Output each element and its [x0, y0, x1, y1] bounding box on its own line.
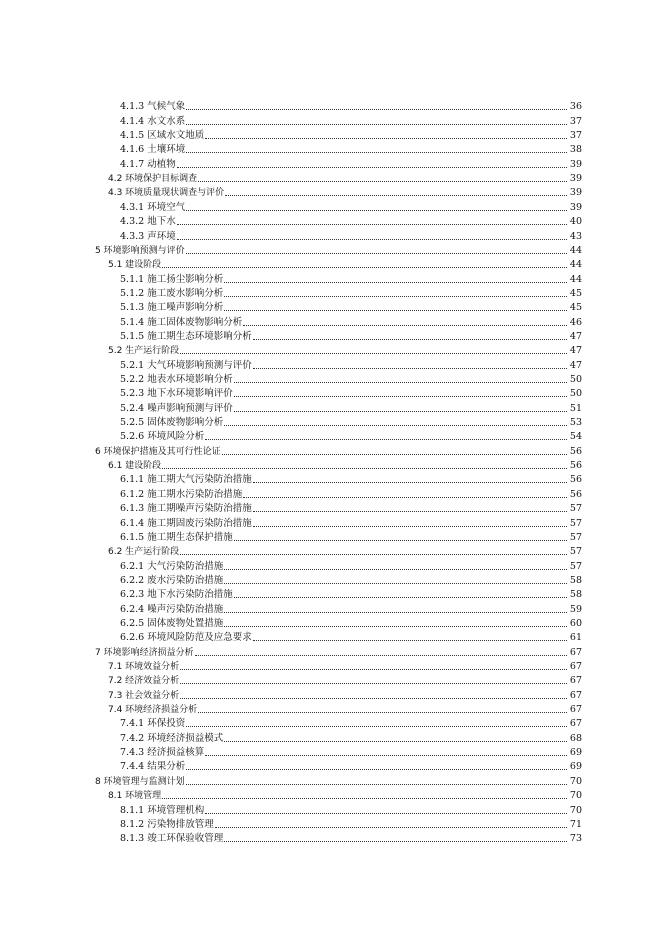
- toc-dot-leader: [224, 296, 567, 297]
- toc-dot-leader: [180, 669, 567, 670]
- toc-dot-leader: [180, 353, 567, 354]
- toc-entry-title: 7.4 环境经济损益分析: [108, 705, 198, 716]
- toc-dot-leader: [253, 511, 567, 512]
- toc-entry-title: 7.2 经济效益分析: [108, 676, 180, 687]
- toc-dot-leader: [243, 497, 567, 498]
- toc-entry-title: 5.1.4 施工固体废物影响分析: [120, 316, 243, 328]
- toc-entry-page-number: 56: [569, 460, 582, 472]
- toc-entry-title: 4.1.4 水文水系: [120, 115, 186, 127]
- toc-entry-title: 4.1.5 区域水文地质: [120, 130, 205, 142]
- toc-entry[interactable]: [120, 730, 582, 744]
- toc-entry[interactable]: [120, 329, 582, 343]
- toc-dot-leader: [234, 597, 567, 598]
- toc-entry-title: 7.4.1 环保投资: [120, 718, 186, 730]
- toc-entry-title: 7.3 社会效益分析: [108, 690, 180, 701]
- toc-entry[interactable]: [120, 745, 582, 759]
- toc-entry[interactable]: [120, 486, 582, 500]
- toc-entry-page-number: 47: [569, 359, 582, 371]
- toc-dot-leader: [180, 554, 567, 555]
- toc-entry-title: 4.3.2 地下水: [120, 216, 176, 228]
- toc-entry-page-number: 70: [569, 804, 582, 816]
- toc-entry[interactable]: [120, 156, 582, 170]
- toc-dot-leader: [186, 109, 567, 110]
- toc-dot-leader: [162, 468, 567, 469]
- toc-entry-title: 4.3.1 环境空气: [120, 201, 186, 213]
- toc-entry[interactable]: [120, 372, 582, 386]
- toc-entry-page-number: 61: [569, 632, 582, 644]
- toc-dot-leader: [224, 841, 567, 842]
- toc-dot-leader: [186, 769, 567, 770]
- toc-entry-page-number: 54: [569, 431, 582, 443]
- toc-entry-page-number: 53: [569, 417, 582, 429]
- toc-entry[interactable]: [95, 773, 582, 787]
- toc-entry[interactable]: [108, 458, 582, 472]
- toc-entry-title: 7.4.3 经济损益核算: [120, 747, 205, 759]
- toc-entry-title: 7 环境影响经济损益分析: [95, 647, 194, 658]
- toc-entry-title: 5.2.4 噪声影响预测与评价: [120, 402, 233, 414]
- toc-dot-leader: [234, 540, 567, 541]
- toc-entry-page-number: 60: [569, 617, 582, 629]
- toc-dot-leader: [186, 726, 567, 727]
- toc-dot-leader: [224, 612, 567, 613]
- toc-dot-leader: [222, 454, 567, 455]
- toc-entry[interactable]: [120, 99, 582, 113]
- toc-entry[interactable]: [108, 544, 582, 558]
- toc-entry-page-number: 67: [569, 646, 582, 658]
- toc-entry-title: 5.2.2 地表水环境影响分析: [120, 374, 233, 386]
- toc-entry-page-number: 57: [569, 517, 582, 529]
- toc-dot-leader: [224, 626, 567, 627]
- toc-entry[interactable]: [120, 357, 582, 371]
- toc-dot-leader: [224, 425, 567, 426]
- toc-entry-page-number: 69: [569, 747, 582, 759]
- toc-entry-title: 8.1.3 竣工环保验收管理: [120, 833, 224, 845]
- toc-entry-page-number: 44: [569, 244, 582, 256]
- toc-entry-page-number: 67: [569, 704, 582, 716]
- toc-entry-title: 4.1.6 土壤环境: [120, 144, 186, 156]
- toc-entry-page-number: 39: [569, 158, 582, 170]
- toc-entry-page-number: 57: [569, 560, 582, 572]
- toc-entry-title: 4.1.3 气候气象: [120, 101, 186, 113]
- toc-entry-page-number: 57: [569, 531, 582, 543]
- toc-entry-title: 5.2.1 大气环境影响预测与评价: [120, 359, 252, 371]
- toc-dot-leader: [225, 195, 567, 196]
- toc-entry[interactable]: [120, 530, 582, 544]
- toc-entry[interactable]: [120, 199, 582, 213]
- toc-entry-title: 8.1.2 污染物排放管理: [120, 818, 214, 830]
- toc-entry[interactable]: [120, 271, 582, 285]
- toc-entry[interactable]: [120, 616, 582, 630]
- toc-entry[interactable]: [120, 300, 582, 314]
- toc-entry-title: 6.2.6 环境风险防范及应急要求: [120, 632, 252, 644]
- toc-entry[interactable]: [108, 659, 582, 673]
- toc-entry-page-number: 43: [569, 230, 582, 242]
- toc-entry[interactable]: [120, 817, 582, 831]
- toc-dot-leader: [186, 210, 567, 211]
- toc-entry-page-number: 50: [569, 374, 582, 386]
- toc-entry-page-number: 51: [569, 402, 582, 414]
- toc-entry-title: 6.2.4 噪声污染防治措施: [120, 603, 224, 615]
- toc-entry[interactable]: [120, 716, 582, 730]
- toc-dot-leader: [162, 798, 567, 799]
- toc-dot-leader: [180, 698, 567, 699]
- toc-entry-page-number: 45: [569, 287, 582, 299]
- toc-entry-page-number: 37: [569, 130, 582, 142]
- toc-entry-title: 6.2.1 大气污染防治措施: [120, 560, 224, 572]
- toc-entry-page-number: 70: [569, 775, 582, 787]
- toc-entry-page-number: 47: [569, 345, 582, 357]
- toc-entry-page-number: 39: [569, 201, 582, 213]
- toc-entry-page-number: 44: [569, 259, 582, 271]
- toc-entry-page-number: 57: [569, 503, 582, 515]
- toc-entry[interactable]: [120, 400, 582, 414]
- toc-entry-title: 4.1.7 动植物: [120, 158, 176, 170]
- toc-entry-page-number: 70: [569, 790, 582, 802]
- toc-dot-leader: [253, 640, 567, 641]
- toc-entry-page-number: 38: [569, 144, 582, 156]
- toc-dot-leader: [253, 526, 567, 527]
- toc-entry[interactable]: [120, 831, 582, 845]
- toc-entry-page-number: 39: [569, 187, 582, 199]
- toc-entry-title: 5.1.5 施工期生态环境影响分析: [120, 330, 252, 342]
- toc-dot-leader: [253, 482, 567, 483]
- toc-entry-title: 6.1.4 施工期固废污染防治措施: [120, 517, 252, 529]
- toc-entry-page-number: 58: [569, 574, 582, 586]
- toc-dot-leader: [186, 124, 567, 125]
- toc-entry-title: 6.2.3 地下水污染防治措施: [120, 589, 233, 601]
- toc-dot-leader: [186, 152, 567, 153]
- toc-dot-leader: [224, 569, 567, 570]
- toc-entry[interactable]: [120, 558, 582, 572]
- toc-entry-title: 7.4.4 结果分析: [120, 761, 186, 773]
- toc-entry[interactable]: [120, 630, 582, 644]
- toc-entry[interactable]: [120, 228, 582, 242]
- toc-dot-leader: [253, 368, 567, 369]
- toc-entry[interactable]: [108, 185, 582, 199]
- toc-entry[interactable]: [120, 429, 582, 443]
- toc-entry[interactable]: [120, 759, 582, 773]
- toc-entry-title: 6.2.2 废水污染防治措施: [120, 574, 224, 586]
- toc-dot-leader: [186, 253, 567, 254]
- toc-entry-page-number: 59: [569, 603, 582, 615]
- toc-entry-title: 6.1 建设阶段: [108, 461, 162, 472]
- toc-entry[interactable]: [120, 386, 582, 400]
- toc-entry-title: 5.1.2 施工废水影响分析: [120, 287, 224, 299]
- toc-dot-leader: [186, 784, 567, 785]
- toc-entry[interactable]: [108, 687, 582, 701]
- toc-dot-leader: [224, 310, 567, 311]
- toc-dot-leader: [215, 827, 567, 828]
- toc-entry[interactable]: [120, 587, 582, 601]
- toc-entry-page-number: 67: [569, 689, 582, 701]
- toc-entry[interactable]: [108, 343, 582, 357]
- toc-entry[interactable]: [120, 415, 582, 429]
- toc-entry-title: 6 环境保护措施及其可行性论证: [95, 446, 221, 457]
- toc-dot-leader: [243, 325, 567, 326]
- toc-entry-title: 7.4.2 环境经济损益模式: [120, 732, 224, 744]
- toc-entry-page-number: 50: [569, 388, 582, 400]
- toc-entry[interactable]: [120, 113, 582, 127]
- toc-entry-page-number: 73: [569, 833, 582, 845]
- toc-entry-title: 8.1.1 环境管理机构: [120, 804, 205, 816]
- toc-entry-page-number: 56: [569, 474, 582, 486]
- toc-dot-leader: [205, 439, 567, 440]
- toc-entry[interactable]: [95, 443, 582, 457]
- toc-entry-title: 6.2 生产运行阶段: [108, 547, 180, 558]
- toc-dot-leader: [234, 396, 567, 397]
- toc-entry[interactable]: [95, 644, 582, 658]
- toc-entry-page-number: 71: [569, 818, 582, 830]
- toc-entry-page-number: 67: [569, 661, 582, 673]
- toc-entry-title: 7.1 环境效益分析: [108, 662, 180, 673]
- toc-entry-title: 5.1 建设阶段: [108, 260, 162, 271]
- toc-entry-page-number: 56: [569, 488, 582, 500]
- toc-entry[interactable]: [120, 142, 582, 156]
- toc-dot-leader: [177, 239, 567, 240]
- toc-entry-page-number: 58: [569, 589, 582, 601]
- toc-entry-title: 4.3.3 声环境: [120, 230, 176, 242]
- toc-entry-title: 6.1.3 施工期噪声污染防治措施: [120, 503, 252, 515]
- toc-entry-title: 5.2 生产运行阶段: [108, 346, 180, 357]
- toc-dot-leader: [234, 382, 567, 383]
- toc-entry-page-number: 56: [569, 445, 582, 457]
- toc-entry-title: 4.3 环境质量现状调查与评价: [108, 188, 225, 199]
- toc-entry[interactable]: [120, 515, 582, 529]
- toc-entry[interactable]: [95, 243, 582, 257]
- toc-entry-title: 5.1.3 施工噪声影响分析: [120, 302, 224, 314]
- toc-entry-title: 4.2 环境保护目标调查: [108, 174, 198, 185]
- toc-dot-leader: [224, 741, 567, 742]
- toc-entry-title: 5.2.5 固体废物影响分析: [120, 417, 224, 429]
- toc-dot-leader: [198, 181, 567, 182]
- toc-entry[interactable]: [108, 257, 582, 271]
- toc-entry[interactable]: [120, 501, 582, 515]
- toc-entry[interactable]: [120, 214, 582, 228]
- toc-entry-page-number: 47: [569, 330, 582, 342]
- toc-entry-page-number: 44: [569, 273, 582, 285]
- toc-entry-page-number: 40: [569, 216, 582, 228]
- toc-dot-leader: [198, 712, 567, 713]
- toc-entry-title: 8 环境管理与监测计划: [95, 776, 185, 787]
- toc-entry-title: 5 环境影响预测与评价: [95, 245, 185, 256]
- toc-entry-page-number: 46: [569, 316, 582, 328]
- toc-entry[interactable]: [120, 601, 582, 615]
- toc-entry-title: 6.1.1 施工期大气污染防治措施: [120, 474, 252, 486]
- toc-entry[interactable]: [108, 702, 582, 716]
- toc-entry-page-number: 45: [569, 302, 582, 314]
- toc-entry-page-number: 39: [569, 173, 582, 185]
- toc-dot-leader: [253, 339, 567, 340]
- toc-entry-title: 6.1.5 施工期生态保护措施: [120, 531, 233, 543]
- toc-entry-title: 5.2.6 环境风险分析: [120, 431, 205, 443]
- toc-dot-leader: [177, 167, 567, 168]
- toc-dot-leader: [177, 224, 567, 225]
- toc-entry[interactable]: [108, 673, 582, 687]
- toc-entry[interactable]: [108, 171, 582, 185]
- toc-entry[interactable]: [120, 286, 582, 300]
- toc-entry[interactable]: [120, 472, 582, 486]
- toc-dot-leader: [162, 267, 567, 268]
- toc-entry-page-number: 37: [569, 115, 582, 127]
- toc-entry-page-number: 67: [569, 675, 582, 687]
- toc-entry-page-number: 69: [569, 761, 582, 773]
- toc-entry-page-number: 68: [569, 732, 582, 744]
- toc-dot-leader: [224, 282, 567, 283]
- toc-entry[interactable]: [108, 788, 582, 802]
- toc-dot-leader: [195, 655, 567, 656]
- toc-entry-page-number: 67: [569, 718, 582, 730]
- toc-dot-leader: [205, 813, 567, 814]
- toc-entry[interactable]: [120, 802, 582, 816]
- toc-entry-title: 8.1 环境管理: [108, 791, 162, 802]
- toc-entry[interactable]: [120, 314, 582, 328]
- toc-entry-page-number: 57: [569, 546, 582, 558]
- toc-entry-page-number: 36: [569, 101, 582, 113]
- toc-dot-leader: [224, 583, 567, 584]
- toc-dot-leader: [205, 755, 567, 756]
- toc-dot-leader: [180, 683, 567, 684]
- toc-entry[interactable]: [120, 573, 582, 587]
- toc-entry[interactable]: [120, 128, 582, 142]
- toc-entry-title: 6.2.5 固体废物处置措施: [120, 617, 224, 629]
- toc-entry-title: 5.2.3 地下水环境影响评价: [120, 388, 233, 400]
- toc-entry-title: 5.1.1 施工扬尘影响分析: [120, 273, 224, 285]
- toc-entry-title: 6.1.2 施工期水污染防治措施: [120, 488, 243, 500]
- toc-dot-leader: [234, 411, 567, 412]
- toc-dot-leader: [205, 138, 567, 139]
